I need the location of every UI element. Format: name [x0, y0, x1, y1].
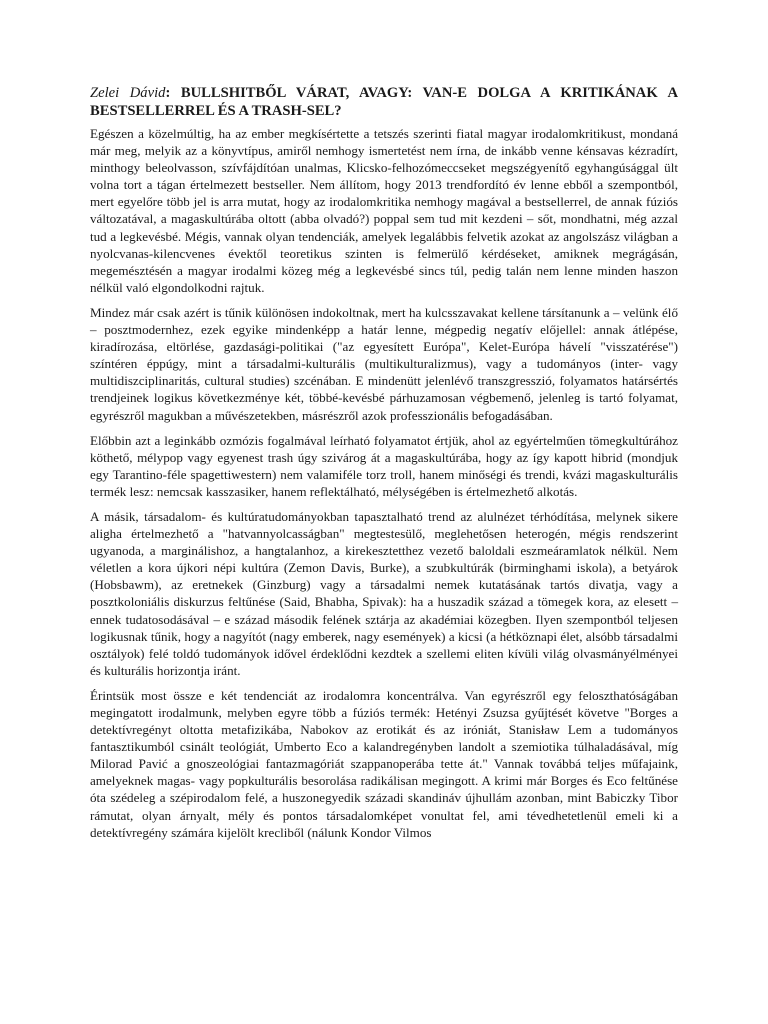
author-name: Zelei Dávid — [90, 85, 166, 101]
document-page — [90, 84, 678, 849]
paragraph-1: Egészen a közelmúltig, ha az ember megkísértette a tetszés szerinti fiatal magyar irodalomkritikust, mondaná már meg, melyik az a könyvtípus, amiről nemhogy ismertetést nem írna, de inkább venne kénsavas kézradírt, minthogy beleolvasson, szívfájdítóan unalmas, Klicsko-felhozómeccseket megszégyenítő egyhangúsággal ült volna tort a tágan értelmezett bestseller. Nem állítom, hogy 2013 trendfordító év lenne ebből a szempontból, mert egyelőre több jel is arra mutat, hogy az irodalomkritika nemhogy magával a bestsellerrel, de annak fúziós változatával, a magaskultúrába oltott (abba olvadó?) poppal sem tud mit kezdeni – sőt, mondhatni, még azzal tud a legkevésbé. Mégis, vannak olyan tendenciák, amelyek legalábbis felvetik azokat az angolszász világban a nyolcvanas-kilencvenes évektől teoretikus szinten is felmerülő kérdéseket, amiknek megrágásán, megemésztésén a magyar irodalmi közeg még a legkevésbé sincs túl, pedig talán nem lenne minden haszon nélkül való elgondolkodni rajtuk. — [90, 126, 678, 295]
paragraph-3: Előbbin azt a leginkább ozmózis fogalmával leírható folyamatot értjük, ahol az egyértelműen tömegkultúrához köthető, mélypop vagy egyenest trash úgy szivárog át a magaskultúrába, hogy az így kapott hibrid (mondjuk egy Tarantino-féle spagettiwestern) nem valamiféle torz troll, hanem minőségi és trendi, kvázi magaskulturális termék lesz: nemcsak kasszasiker, hanem reflektálható, mélységében is értelmezhető alkotás. — [90, 432, 678, 499]
paragraph-4: A másik, társadalom- és kultúratudományokban tapasztalható trend az alulnézet térhódítása, melynek sikere aligha értelmezhető a "hatvannyolcasságban" megtestesülő, meglehetősen heterogén, mégis rendszerint ugyanoda, a marginálishoz, a hangtalanhoz, a kirekesztetthez vezető baloldali eszmeáramlatok nélkül. Nem véletlen a kora újkori népi kultúra (Zemon Davis, Burke), a szubkultúrák (birminghami iskola), a betyárok (Hobsbawm), az eretnekek (Ginzburg) vagy a társadalmi nemek kutatásának tartós divatja, vagy a posztkoloniális diskurzus feltűnése (Said, Bhabha, Spivak): ha a huszadik század a tömegek kora, az elesett – ennek tudatosodásával – e század második felének sztárja az akadémiai közegben. Ilyen szempontból teljesen logikusnak tűnik, hogy a nagyítót (nagy emberek, nagy események) a kicsi (a hétköznapi élet, alsóbb társadalmi osztályok) felé toldó tudományok idővel érdeklődni kezdtek a szellemi eliten kívüli világ olvasmányélményei és kulturális horizontja iránt. — [90, 508, 678, 678]
article-title — [90, 84, 678, 120]
paragraph-2: Mindez már csak azért is tűnik különösen indokoltnak, mert ha kulcsszavakat kellene társítanunk a – velünk élő – posztmodernhez, ezek egyike mindenképp a határ lenne, mégpedig negatív előjellel: annak átlépése, kiradírozása, eltörlése, gazdasági-politikai ("az egyesített Európa", Kelet-Európa hávelí "visszatérése") színtéren éppúgy, mint a társadalmi-kulturális (multikulturalizmus), vagy a tudományos (inter- vagy multidiszciplinaritás, cultural studies) szcénában. E mindenütt jelenlévő transzgresszió, folyamatos határsértés trendjeinek logikus következménye két, többé-kevésbé párhuzamosan végbemenő, jelenleg is tartó folyamat, egyrészről magukban a művészetekben, másrészről azok professzionális befogadásában. — [90, 304, 678, 423]
title-text: BULLSHITBŐL VÁRAT, AVAGY: VAN-E DOLGA A KRITIKÁNAK A BESTSELLERREL ÉS A TRASH-SEL? — [90, 85, 678, 119]
title-separator: : — [165, 85, 181, 101]
paragraph-5: Érintsük most össze e két tendenciát az irodalomra koncentrálva. Van egyrészről egy feloszthatóságában megingatott irodalmunk, melyben egyre több a fúziós termék: Hetényi Zsuzsa gyűjtését követve "Borges a detektívregényt oltotta metafizikába, Nabokov az erotikát és az iróniát, Stanisław Lem a tudományos fantasztikumból csinált teológiát, Umberto Eco a kalandregényben landolt a szemiotika túlhaladásával, míg Milorad Pavić a gnoszeológiai fantazmagóriát szappanoperába tette át." Vannak továbbá teljes műfajaink, amelyeknek magas- vagy popkulturális besorolása radikálisan megingott. A krimi már Borges és Eco feltűnése óta szédeleg a szépirodalom felé, a huszonegyedik századi skandináv újhullám azonban, mint Babiczky Tibor rámutat, olyan árnyalt, mély és pontos társadalomképet vonultat fel, ami tévedhetetlenül emeli ki a detektívregény számára kijelölt krecliből (nálunk Kondor Vilmos — [90, 687, 678, 840]
